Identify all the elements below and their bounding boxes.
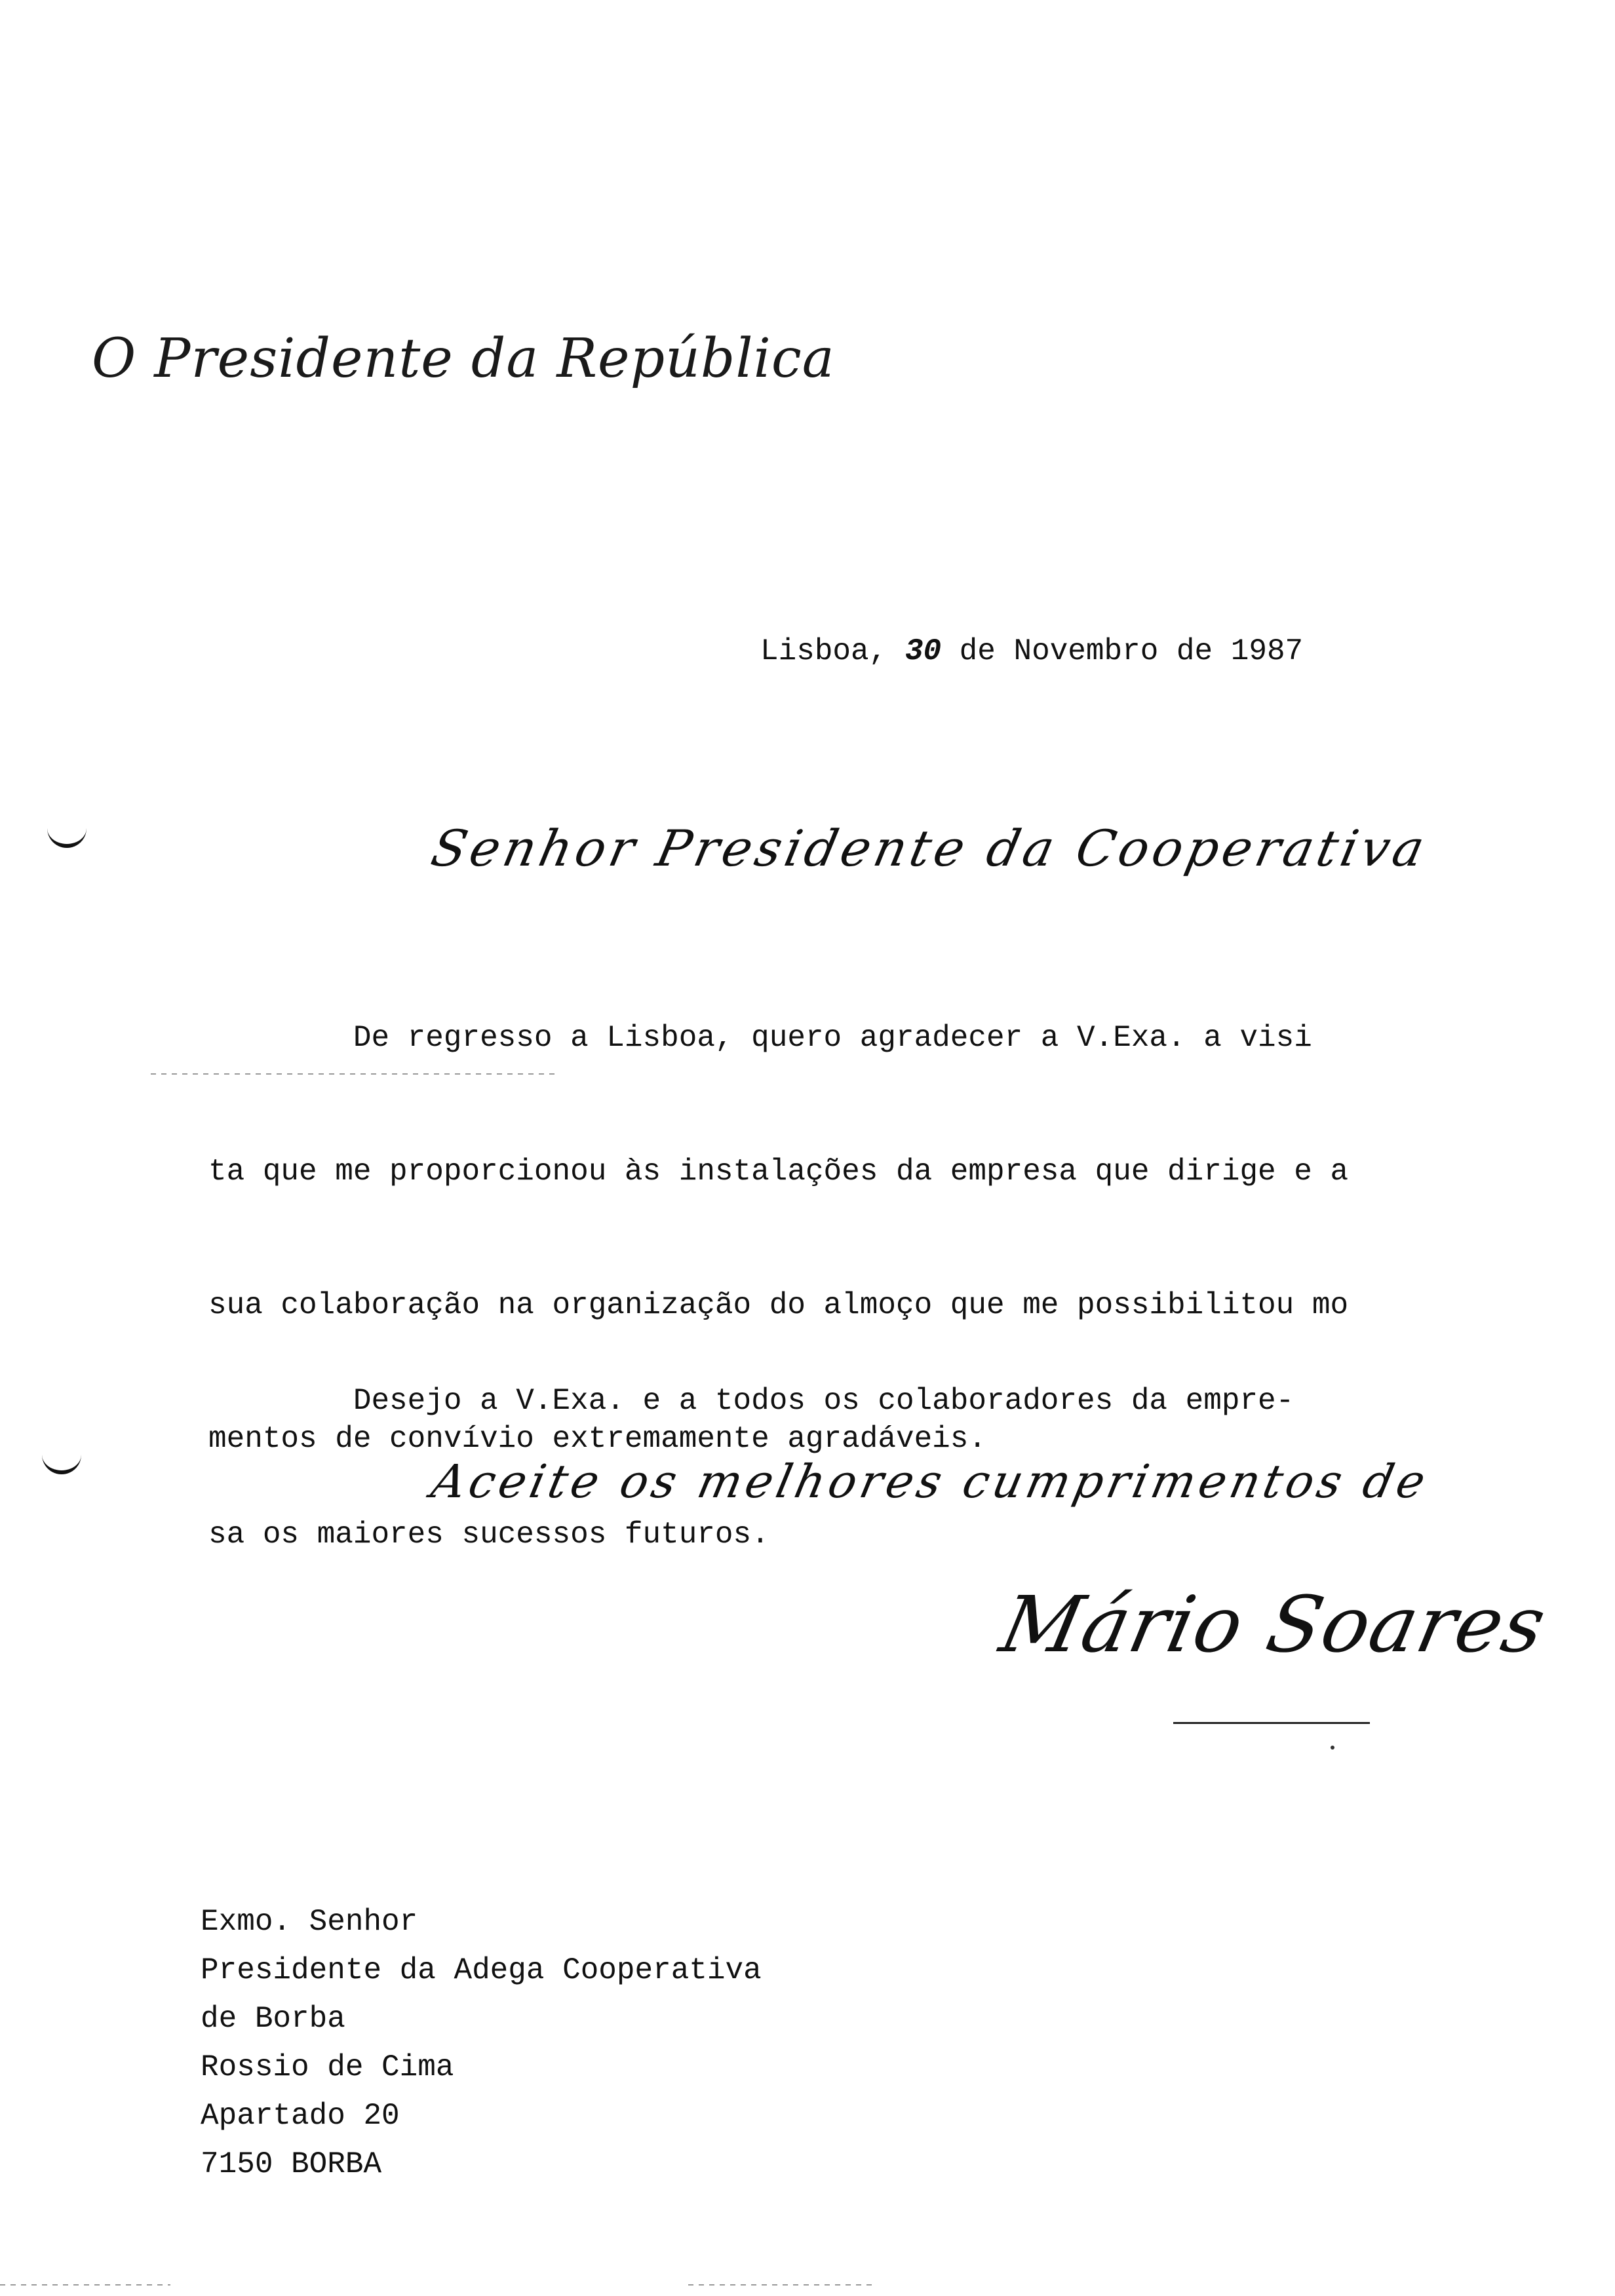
- signature-underline: [1173, 1722, 1370, 1724]
- body-line: Desejo a V.Exa. e a todos os colaboradores da empre-: [208, 1384, 1294, 1418]
- letter-date: [760, 634, 1303, 668]
- address-line: 7150 BORBA: [201, 2147, 382, 2181]
- scan-artifact: [151, 1073, 557, 1075]
- address-line: Exmo. Senhor: [201, 1905, 418, 1939]
- date-day: 30: [905, 634, 942, 668]
- date-prefix: Lisboa,: [760, 634, 887, 668]
- address-line: Presidente da Adega Cooperativa: [201, 1953, 762, 1987]
- address-line: de Borba: [201, 2002, 345, 2036]
- scan-artifact: [688, 2284, 872, 2286]
- body-line: sua colaboração na organização do almoço que me possibilitou mo: [208, 1288, 1349, 1322]
- punch-mark: [42, 1453, 81, 1474]
- body-line: ta que me proporcionou às instalações da empresa que dirige e a: [208, 1155, 1349, 1189]
- signature: Mário Soares: [993, 1579, 1555, 1670]
- date-suffix: de Novembro de 1987: [959, 634, 1304, 668]
- punch-mark: [47, 827, 87, 848]
- body-line: De regresso a Lisboa, quero agradecer a V.Exa. a visi: [208, 1021, 1312, 1055]
- handwritten-salutation: Senhor Presidente da Cooperativa: [426, 819, 1433, 877]
- body-line: sa os maiores sucessos futuros.: [208, 1518, 769, 1552]
- letterhead: O Presidente da República: [92, 328, 835, 390]
- address-line: Rossio de Cima: [201, 2050, 454, 2084]
- address-line: Apartado 20: [201, 2099, 400, 2133]
- body-line: mentos de convívio extremamente agradáveis.: [208, 1422, 986, 1456]
- signature-dot: [1331, 1746, 1334, 1750]
- recipient-address: [201, 1898, 762, 2189]
- scan-artifact: [0, 2284, 170, 2286]
- handwritten-closing: Aceite os melhores cumprimentos de: [427, 1455, 1434, 1508]
